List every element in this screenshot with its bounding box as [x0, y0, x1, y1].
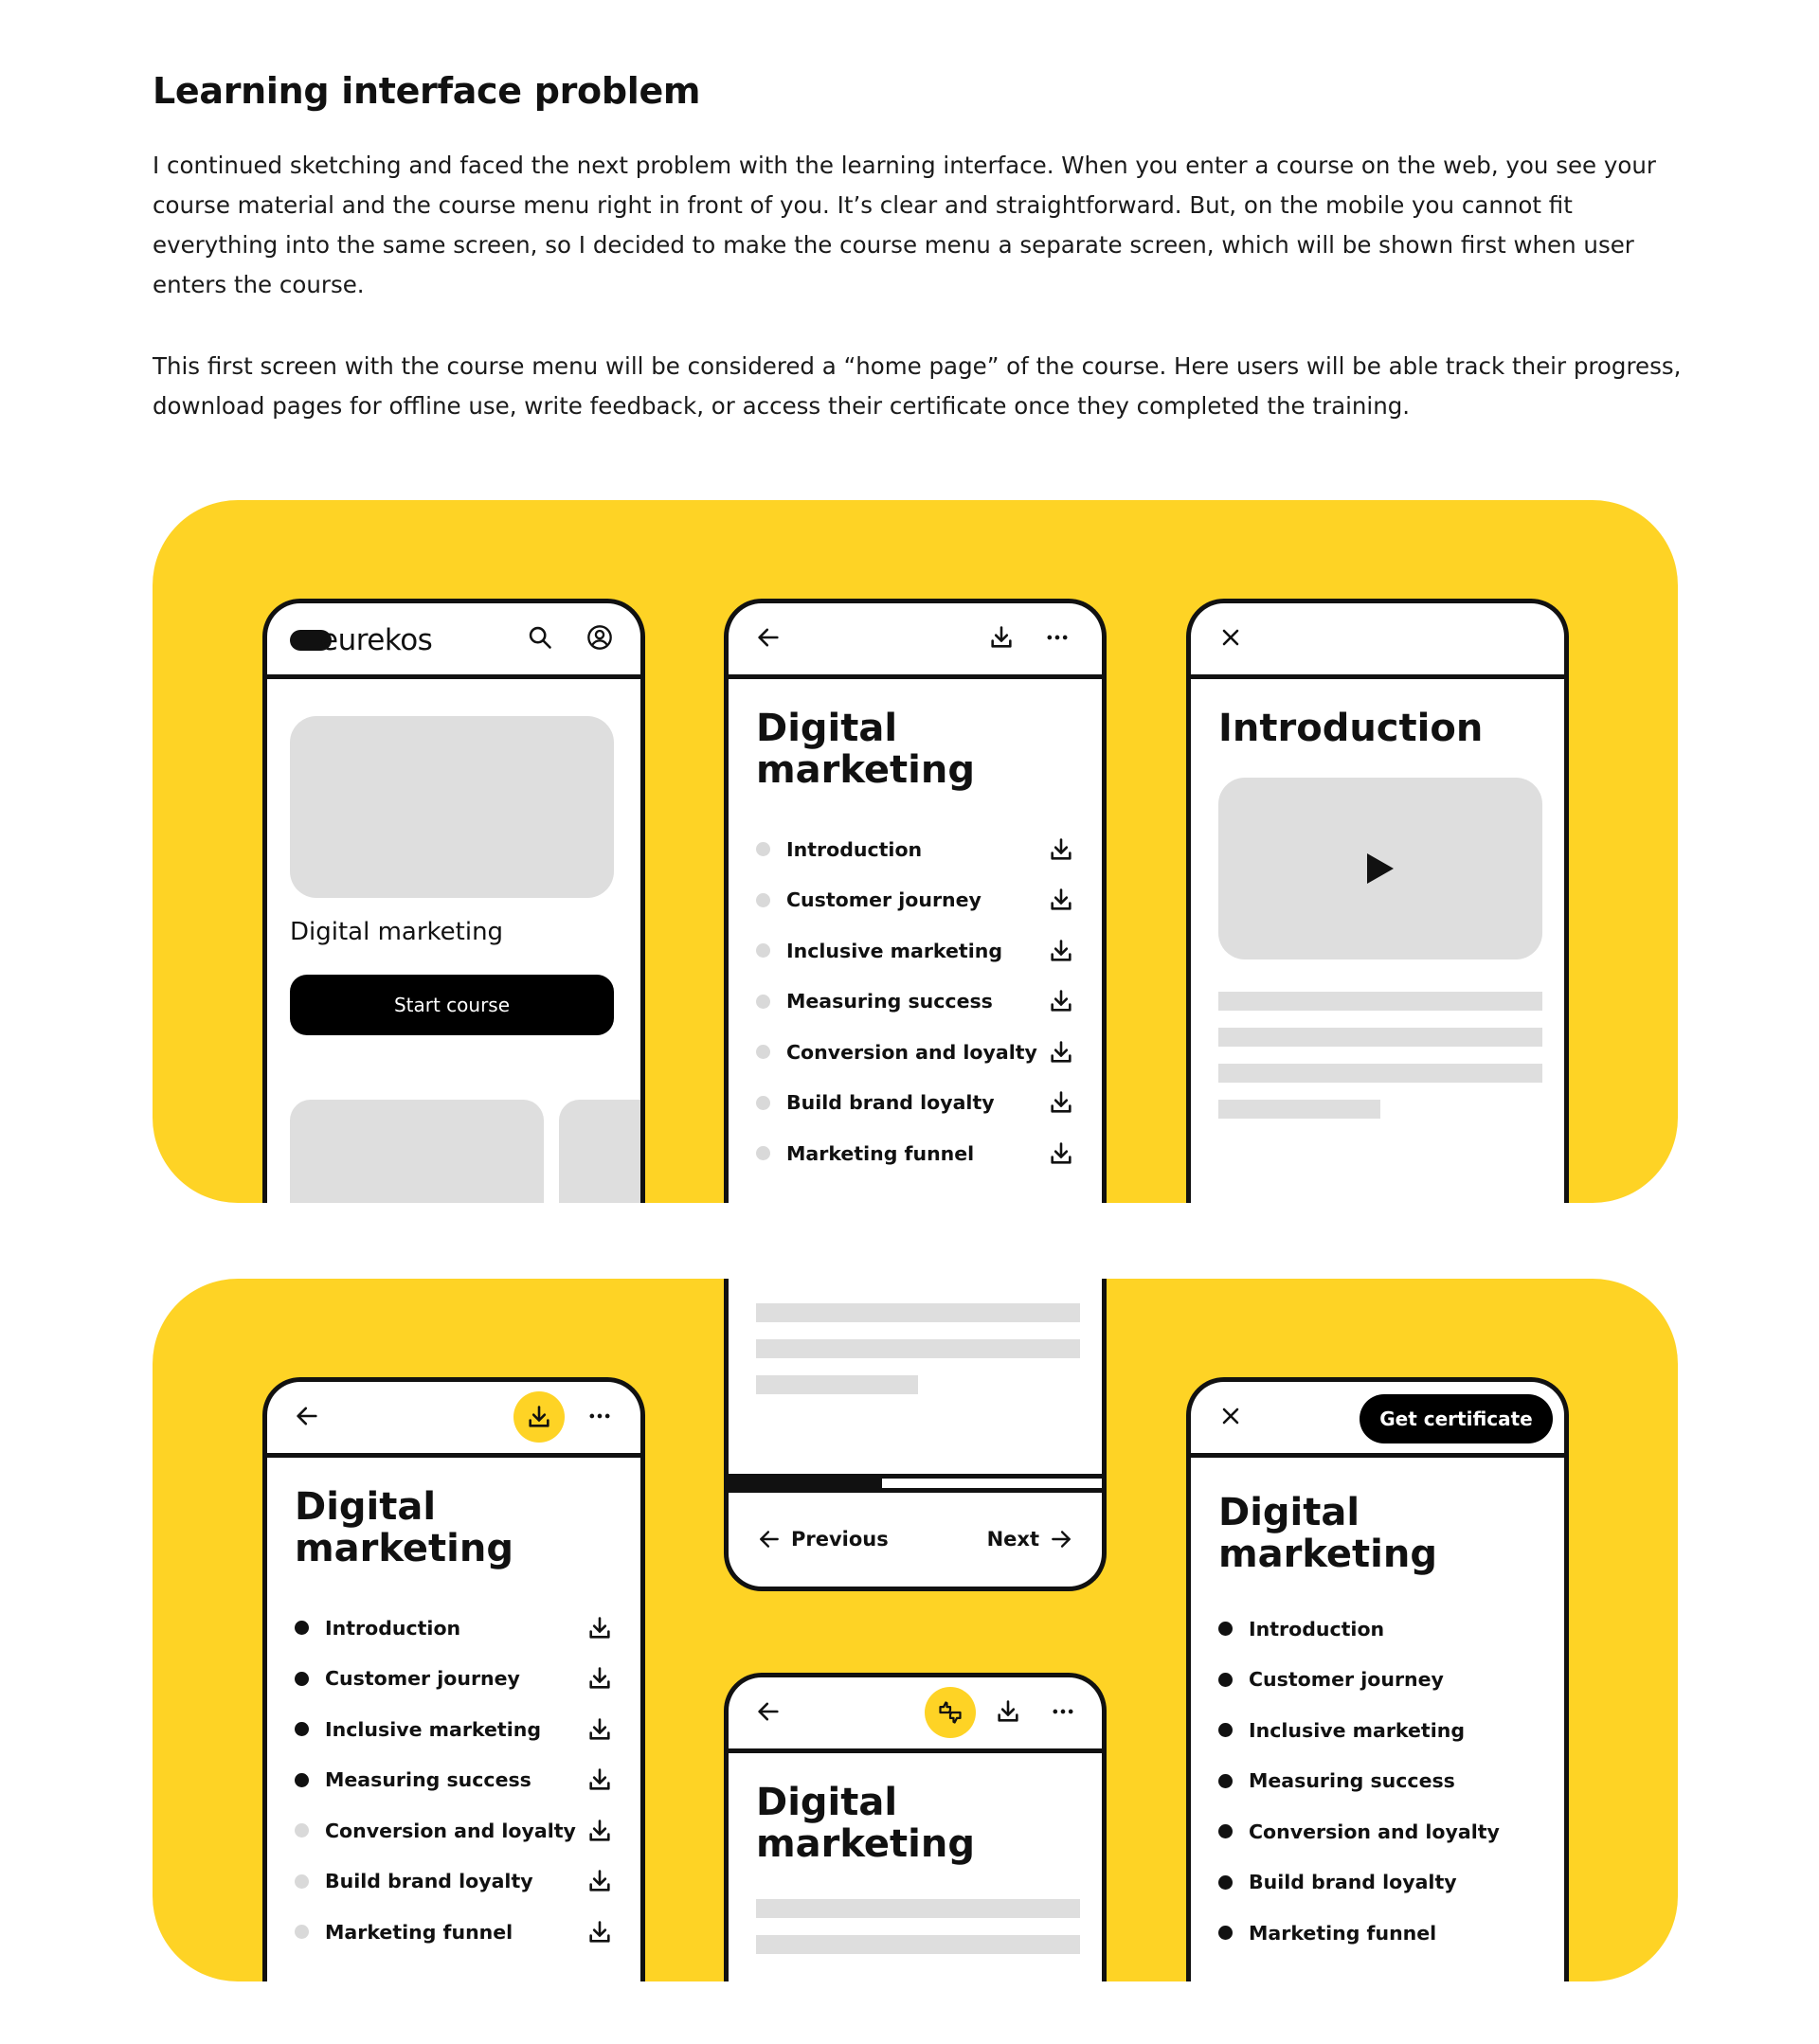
page-title: Learning interface problem [153, 70, 701, 112]
progress-dot [756, 995, 770, 1009]
menu-item-label: Build brand loyalty [325, 1870, 533, 1893]
course-top-bar [729, 603, 1102, 679]
progress-dot [756, 943, 770, 958]
menu-item-conversion-and-loyalty[interactable] [756, 1027, 1074, 1078]
menu-item-label: Customer journey [786, 888, 982, 912]
progress-top-bar [267, 1382, 640, 1458]
course-card-placeholder[interactable] [290, 1100, 544, 1203]
progress-menu-body [267, 1458, 640, 1958]
next-label: Next [986, 1528, 1039, 1551]
download-icon[interactable] [986, 622, 1017, 653]
lesson-progress-fill [729, 1479, 882, 1488]
download-icon[interactable] [1048, 988, 1074, 1014]
start-course-button[interactable]: Start course [290, 975, 614, 1035]
text-line-placeholder [756, 1375, 918, 1394]
menu-item-label: Measuring success [325, 1768, 531, 1792]
next-button[interactable] [987, 1527, 1073, 1551]
progress-dot [1218, 1824, 1233, 1838]
menu-item-customer-journey[interactable] [1218, 1655, 1537, 1706]
menu-item-label: Inclusive marketing [786, 939, 1003, 962]
menu-item-label: Conversion and loyalty [786, 1040, 1037, 1064]
back-arrow-icon[interactable] [753, 1696, 783, 1727]
menu-item-label: Introduction [1249, 1617, 1385, 1641]
download-icon[interactable] [586, 1868, 613, 1894]
progress-dot [1218, 1673, 1233, 1687]
menu-item-inclusive-marketing[interactable] [1218, 1705, 1537, 1756]
download-icon[interactable] [586, 1615, 613, 1641]
course-cover-placeholder[interactable] [290, 716, 614, 898]
play-icon[interactable] [1365, 852, 1396, 886]
menu-item-marketing-funnel[interactable] [756, 1128, 1074, 1179]
menu-item-inclusive-marketing[interactable] [295, 1704, 613, 1755]
feedback-top-bar [729, 1677, 1102, 1753]
menu-item-conversion-and-loyalty[interactable] [295, 1805, 613, 1856]
video-placeholder[interactable] [1218, 778, 1542, 959]
menu-item-inclusive-marketing[interactable] [756, 925, 1074, 977]
course-title: Digital marketing [295, 1485, 513, 1570]
course-menu-body [729, 679, 1102, 1179]
text-line-placeholder [1218, 1064, 1542, 1083]
menu-item-conversion-and-loyalty[interactable] [1218, 1806, 1537, 1857]
download-icon[interactable] [993, 1696, 1023, 1727]
download-icon[interactable] [1048, 1140, 1074, 1167]
download-icon[interactable] [1048, 887, 1074, 913]
feedback-body [729, 1753, 1102, 1954]
text-line-placeholder [1218, 1100, 1380, 1119]
course-title: Digital marketing [756, 1781, 975, 1866]
feedback-icon[interactable] [925, 1687, 976, 1738]
download-icon[interactable] [586, 1766, 613, 1793]
progress-menu-phone [262, 1377, 645, 1981]
get-certificate-button[interactable]: Get certificate [1360, 1394, 1553, 1443]
menu-item-label: Marketing funnel [1249, 1921, 1437, 1945]
close-icon[interactable] [1216, 1401, 1246, 1431]
progress-dot [756, 1096, 770, 1110]
download-icon[interactable] [586, 1716, 613, 1743]
course-menu-list [295, 1603, 613, 1958]
lesson-body [1191, 679, 1564, 1119]
progress-dot [295, 1823, 309, 1838]
progress-dot [1218, 1875, 1233, 1890]
menu-item-build-brand-loyalty[interactable] [1218, 1857, 1537, 1909]
menu-item-label: Customer journey [1249, 1668, 1444, 1692]
download-icon[interactable] [1048, 1039, 1074, 1066]
lesson-top-bar [1191, 603, 1564, 679]
download-icon[interactable] [586, 1665, 613, 1692]
menu-item-label: Conversion and loyalty [1249, 1820, 1500, 1843]
back-arrow-icon[interactable] [292, 1401, 322, 1431]
progress-dot [756, 893, 770, 907]
text-line-placeholder [756, 1303, 1080, 1322]
home-page-paragraph: This first screen with the course menu will be considered a “home page” of the course. Here users will be able track their progress, download pages for offline use, write feedback, or access their certificate once they completed the training. [153, 352, 1682, 420]
download-icon[interactable] [586, 1919, 613, 1945]
course-card-placeholder[interactable] [559, 1100, 644, 1203]
arrow-right-icon [1049, 1527, 1073, 1551]
profile-icon[interactable] [585, 622, 615, 653]
home-top-bar [267, 603, 640, 679]
download-icon[interactable] [1048, 1089, 1074, 1116]
progress-dot [756, 842, 770, 856]
menu-item-introduction[interactable] [295, 1603, 613, 1654]
lesson-title: Introduction [1218, 707, 1484, 750]
close-icon[interactable] [1216, 622, 1246, 653]
menu-item-measuring-success[interactable] [1218, 1756, 1537, 1807]
menu-item-label: Customer journey [325, 1667, 520, 1691]
progress-dot [1218, 1926, 1233, 1940]
menu-item-label: Inclusive marketing [325, 1717, 542, 1741]
progress-dot [1218, 1723, 1233, 1737]
more-icon[interactable] [1048, 1696, 1078, 1727]
text-line-placeholder [1218, 1028, 1542, 1047]
previous-label: Previous [791, 1528, 889, 1551]
download-all-icon[interactable] [513, 1391, 565, 1443]
previous-button[interactable] [757, 1527, 889, 1551]
course-card-title: Digital marketing [290, 918, 504, 946]
certificate-body [1191, 1458, 1564, 1959]
menu-item-label: Marketing funnel [786, 1141, 975, 1165]
menu-item-introduction[interactable] [1218, 1604, 1537, 1655]
top-mockup-panel [153, 500, 1678, 1203]
text-line-placeholder [756, 1899, 1080, 1918]
menu-item-label: Measuring success [1249, 1769, 1455, 1793]
certificate-phone [1186, 1377, 1569, 1981]
lesson-progress-bar [729, 1474, 1102, 1493]
logo-text: eurekos [320, 623, 433, 657]
progress-dot [295, 1722, 309, 1736]
progress-dot [1218, 1774, 1233, 1788]
more-icon[interactable] [1042, 622, 1072, 653]
progress-dot [756, 1045, 770, 1059]
menu-item-label: Measuring success [786, 990, 993, 1013]
progress-dot [295, 1621, 309, 1635]
lesson-phone [1186, 599, 1569, 1203]
menu-item-label: Introduction [786, 837, 923, 861]
download-icon[interactable] [1048, 938, 1074, 964]
menu-item-introduction[interactable] [756, 824, 1074, 875]
progress-dot [295, 1925, 309, 1939]
menu-item-build-brand-loyalty[interactable] [756, 1078, 1074, 1129]
progress-dot [295, 1773, 309, 1787]
bottom-mockup-panel [153, 1279, 1678, 1981]
text-line-placeholder [756, 1935, 1080, 1954]
menu-item-measuring-success[interactable] [756, 977, 1074, 1028]
download-icon[interactable] [1048, 836, 1074, 863]
menu-item-build-brand-loyalty[interactable] [295, 1856, 613, 1908]
menu-item-customer-journey[interactable] [295, 1654, 613, 1705]
menu-item-marketing-funnel[interactable] [1218, 1908, 1537, 1959]
menu-item-label: Build brand loyalty [1249, 1871, 1457, 1894]
download-icon[interactable] [586, 1818, 613, 1844]
menu-item-customer-journey[interactable] [756, 875, 1074, 926]
text-line-placeholder [1218, 992, 1542, 1011]
arrow-left-icon [757, 1527, 782, 1551]
lesson-pager-body [729, 1279, 1102, 1394]
course-title: Digital marketing [756, 707, 975, 792]
more-icon[interactable] [585, 1401, 615, 1431]
text-line-placeholder [756, 1339, 1080, 1358]
menu-item-label: Inclusive marketing [1249, 1718, 1466, 1742]
certificate-top-bar [1191, 1382, 1564, 1458]
search-icon[interactable] [525, 622, 555, 653]
menu-item-label: Build brand loyalty [786, 1091, 995, 1115]
progress-dot [295, 1672, 309, 1686]
eurekos-logo[interactable] [290, 621, 432, 659]
feedback-phone [724, 1673, 1107, 1981]
progress-dot [295, 1874, 309, 1889]
progress-dot [756, 1146, 770, 1160]
course-menu-phone [724, 599, 1107, 1203]
back-arrow-icon[interactable] [753, 622, 783, 653]
menu-item-label: Marketing funnel [325, 1920, 513, 1944]
home-screen-phone [262, 599, 645, 1203]
menu-item-label: Conversion and loyalty [325, 1819, 576, 1842]
course-menu-list [1218, 1604, 1537, 1959]
lesson-pager-phone [724, 1279, 1107, 1591]
menu-item-label: Introduction [325, 1616, 461, 1640]
course-menu-list [756, 824, 1074, 1179]
course-title: Digital marketing [1218, 1491, 1437, 1576]
menu-item-marketing-funnel[interactable] [295, 1907, 613, 1958]
progress-dot [1218, 1622, 1233, 1636]
menu-item-measuring-success[interactable] [295, 1755, 613, 1806]
intro-paragraph: I continued sketching and faced the next problem with the learning interface. When you enter a course on the web, you see your course material and the course menu right in front of you. It’s clear and straightforward. But, on the mobile you cannot fit everything into the same screen, so I decided to make the course menu a separate screen, which will be shown first when user enters the course. [153, 152, 1656, 298]
